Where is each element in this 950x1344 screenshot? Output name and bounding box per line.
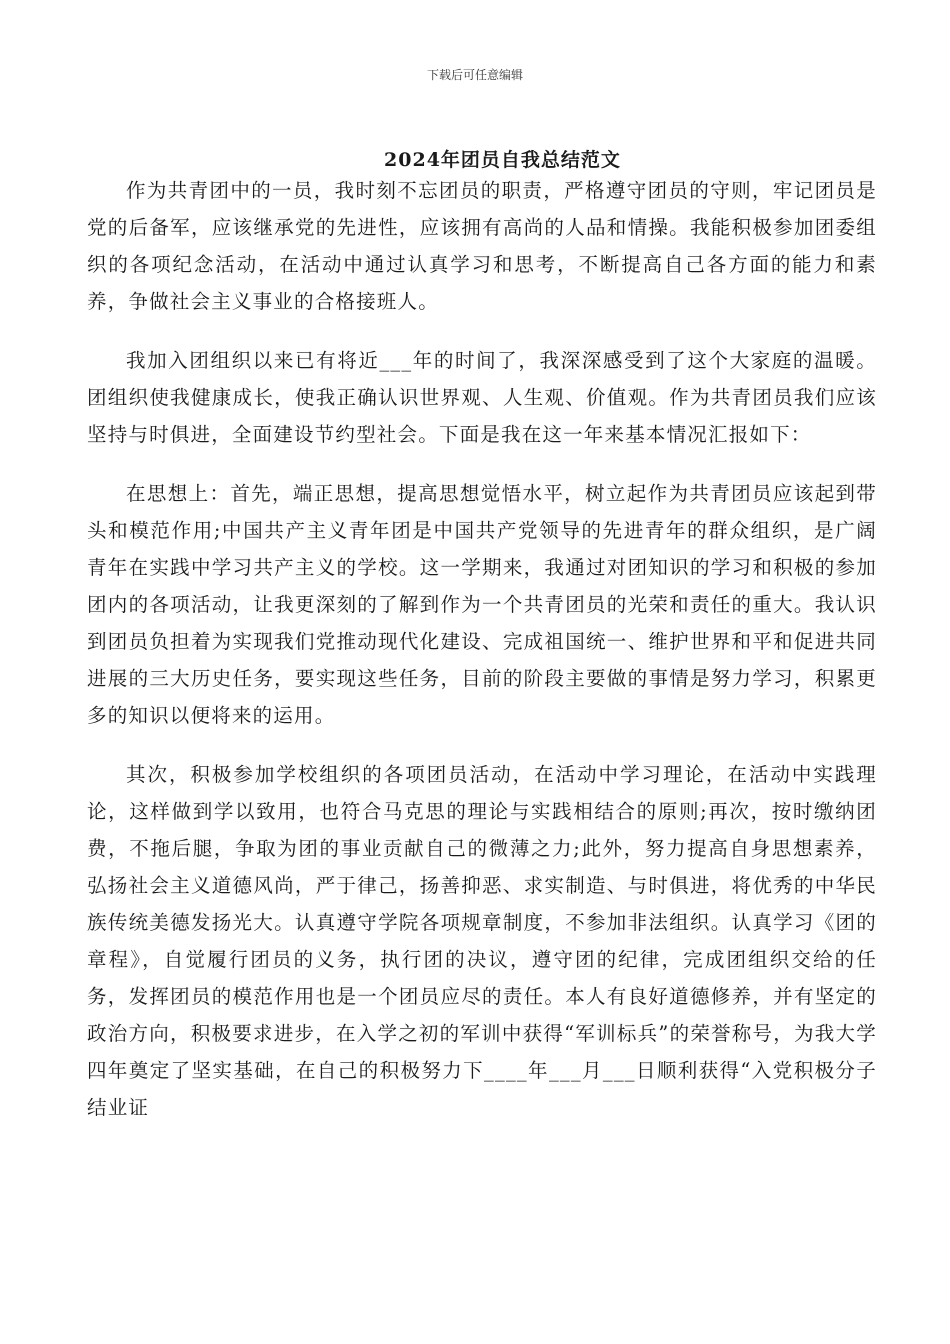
paragraph-activities: 其次，积极参加学校组织的各项团员活动，在活动中学习理论，在活动中实践理论，这样做到学以致用，也符合马克思的理论与实践相结合的原则;再次，按时缴纳团费，不拖后腿，争取为团的事业贡献自己的微薄之力;此外，努力提高自身思想素养，弘扬社会主义道德风尚，严于律己，扬善抑恶、求实制造、与时俱进，将优秀的中华民族传统美德发扬光大。认真遵守学院各项规章制度，不参加非法组织。认真学习《团的章程》，自觉履行团员的义务，执行团的决议，遵守团的纪律，完成团组织交给的任务，发挥团员的模范作用也是一个团员应尽的责任。本人有良好道德修养，并有坚定的政治方向，积极要求进步，在入学之初的军训中获得“军训标兵”的荣誉称号，为我大学四年奠定了坚实基础，在自己的积极努力下____年___月___日顺利获得“入党积极分子结业证: [87, 763, 877, 1119]
paragraph-intro: 作为共青团中的一员，我时刻不忘团员的职责，严格遵守团员的守则，牢记团员是党的后备军，应该继承党的先进性，应该拥有高尚的人品和情操。我能积极参加团委组织的各项纪念活动，在活动中通过认真学习和思考，不断提高自己各方面的能力和素养，争做社会主义事业的合格接班人。: [87, 179, 877, 313]
paragraph-membership: 我加入团组织以来已有将近___年的时间了，我深深感受到了这个大家庭的温暖。团组织使我健康成长，使我正确认识世界观、人生观、价值观。作为共青团员我们应该坚持与时俱进，全面建设节约型社会。下面是我在这一年来基本情况汇报如下：: [87, 349, 877, 446]
document-body: [87, 172, 877, 1148]
page-header-note: 下载后可任意编辑: [426, 68, 523, 82]
document-title: 2024年团员自我总结范文: [384, 149, 621, 171]
paragraph-ideology: 在思想上：首先，端正思想，提高思想觉悟水平，树立起作为共青团员应该起到带头和模范作用;中国共产主义青年团是中国共产党领导的先进青年的群众组织，是广阔青年在实践中学习共产主义的学校。这一学期来，我通过对团知识的学习和积极的参加团内的各项活动，让我更深刻的了解到作为一个共青团员的光荣和责任的重大。我认识到团员负担着为实现我们党推动现代化建设、完成祖国统一、维护世界和平和促进共同进展的三大历史任务，要实现这些任务，目前的阶段主要做的事情是努力学习，积累更多的知识以便将来的运用。: [87, 482, 877, 727]
